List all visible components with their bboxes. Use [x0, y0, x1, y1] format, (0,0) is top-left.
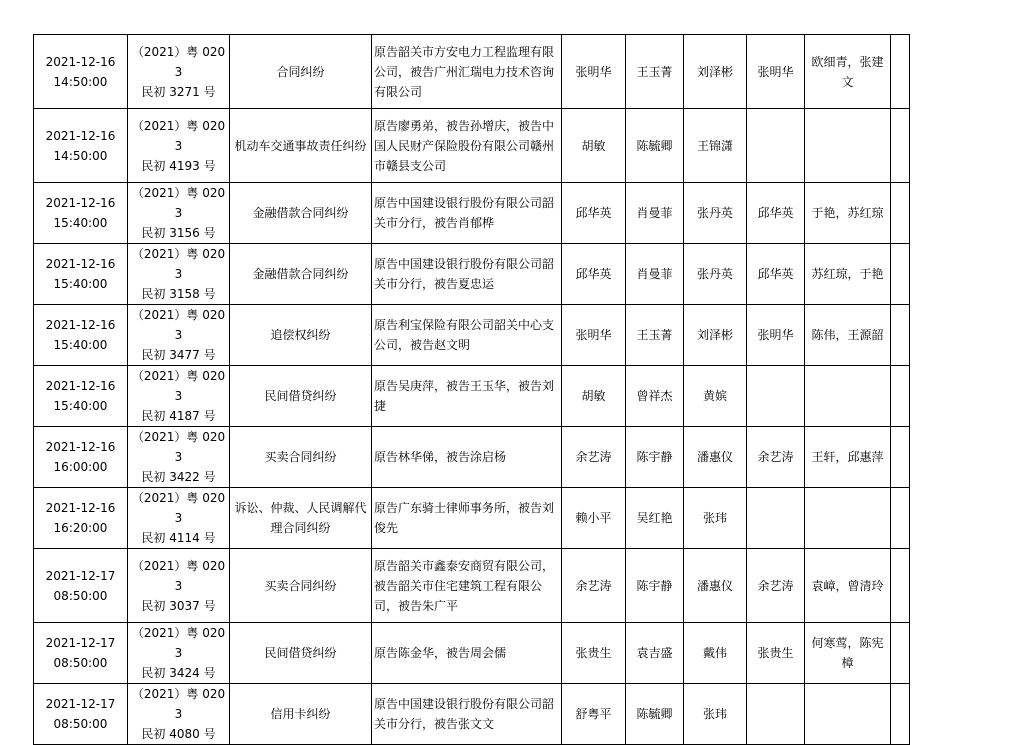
judge-cell: 余艺涛: [562, 549, 626, 623]
judge-cell: 邱华英: [562, 183, 626, 244]
assistant-cell: 王锦潇: [684, 109, 747, 183]
remark-cell: [891, 35, 910, 109]
parties-cell: 原告中国建设银行股份有限公司韶关市分行，被告张文文: [372, 684, 562, 745]
judge-cell: 张贵生: [562, 623, 626, 684]
judge-cell: 邱华英: [562, 244, 626, 305]
case-cause-cell: 诉讼、仲裁、人民调解代理合同纠纷: [230, 488, 372, 549]
case-cause-cell: 追偿权纠纷: [230, 305, 372, 366]
table-row: [34, 305, 910, 366]
case-number-cell: （2021）粤 0203 民初 4193 号: [128, 109, 230, 183]
case-cause-cell: 机动车交通事故责任纠纷: [230, 109, 372, 183]
judge-cell: 舒粤平: [562, 684, 626, 745]
assistant-cell: 黄嫔: [684, 366, 747, 427]
parties-cell: 原告陈金华，被告周会儒: [372, 623, 562, 684]
clerk-cell: 陈宇静: [626, 427, 684, 488]
parties-cell: 原告廖勇弟，被告孙增庆，被告中国人民财产保险股份有限公司赣州市赣县支公司: [372, 109, 562, 183]
juror-cell: 王轩，邱惠萍: [805, 427, 891, 488]
remark-cell: [891, 488, 910, 549]
hearing-time-cell: 2021-12-16 15:40:00: [34, 183, 128, 244]
table-row: [34, 427, 910, 488]
juror-cell: 袁嶂，曾清玲: [805, 549, 891, 623]
hearing-time-cell: 2021-12-17 08:50:00: [34, 549, 128, 623]
judge-cell: 余艺涛: [562, 427, 626, 488]
hearing-time-cell: 2021-12-16 15:40:00: [34, 366, 128, 427]
hearing-time-cell: 2021-12-17 08:50:00: [34, 684, 128, 745]
presiding-cell: 张贵生: [747, 623, 805, 684]
case-cause-cell: 金融借款合同纠纷: [230, 244, 372, 305]
hearing-time-cell: 2021-12-16 14:50:00: [34, 35, 128, 109]
assistant-cell: 潘惠仪: [684, 549, 747, 623]
schedule-body: [34, 35, 910, 745]
clerk-cell: 肖曼菲: [626, 244, 684, 305]
hearing-time-cell: 2021-12-16 15:40:00: [34, 244, 128, 305]
assistant-cell: 张玮: [684, 684, 747, 745]
hearing-time-cell: 2021-12-17 08:50:00: [34, 623, 128, 684]
judge-cell: 胡敏: [562, 366, 626, 427]
hearing-time-cell: 2021-12-16 16:00:00: [34, 427, 128, 488]
case-number-cell: （2021）粤 0203 民初 3037 号: [128, 549, 230, 623]
judge-cell: 张明华: [562, 305, 626, 366]
presiding-cell: [747, 488, 805, 549]
presiding-cell: 余艺涛: [747, 549, 805, 623]
parties-cell: 原告广东骑士律师事务所，被告刘俊先: [372, 488, 562, 549]
remark-cell: [891, 549, 910, 623]
remark-cell: [891, 427, 910, 488]
assistant-cell: 刘泽彬: [684, 35, 747, 109]
clerk-cell: 陈毓卿: [626, 109, 684, 183]
clerk-cell: 王玉菁: [626, 35, 684, 109]
case-cause-cell: 民间借贷纠纷: [230, 623, 372, 684]
remark-cell: [891, 305, 910, 366]
clerk-cell: 袁吉盛: [626, 623, 684, 684]
case-cause-cell: 买卖合同纠纷: [230, 427, 372, 488]
remark-cell: [891, 244, 910, 305]
juror-cell: [805, 684, 891, 745]
juror-cell: 何寒莺，陈宪樟: [805, 623, 891, 684]
presiding-cell: [747, 109, 805, 183]
presiding-cell: 余艺涛: [747, 427, 805, 488]
assistant-cell: 张丹英: [684, 244, 747, 305]
case-cause-cell: 信用卡纠纷: [230, 684, 372, 745]
table-row: [34, 183, 910, 244]
case-cause-cell: 民间借贷纠纷: [230, 366, 372, 427]
table-row: [34, 684, 910, 745]
presiding-cell: 张明华: [747, 305, 805, 366]
clerk-cell: 王玉菁: [626, 305, 684, 366]
juror-cell: 陈伟，王源韶: [805, 305, 891, 366]
assistant-cell: 刘泽彬: [684, 305, 747, 366]
hearing-time-cell: 2021-12-16 14:50:00: [34, 109, 128, 183]
juror-cell: [805, 366, 891, 427]
hearing-schedule-table: [33, 34, 910, 745]
judge-cell: 张明华: [562, 35, 626, 109]
parties-cell: 原告韶关市鑫泰安商贸有限公司，被告韶关市住宅建筑工程有限公司，被告朱广平: [372, 549, 562, 623]
case-cause-cell: 金融借款合同纠纷: [230, 183, 372, 244]
table-row: [34, 549, 910, 623]
clerk-cell: 陈毓卿: [626, 684, 684, 745]
clerk-cell: 陈宇静: [626, 549, 684, 623]
case-number-cell: （2021）粤 0203 民初 4114 号: [128, 488, 230, 549]
clerk-cell: 曾祥杰: [626, 366, 684, 427]
remark-cell: [891, 109, 910, 183]
remark-cell: [891, 183, 910, 244]
table-row: [34, 366, 910, 427]
parties-cell: 原告中国建设银行股份有限公司韶关市分行，被告夏忠运: [372, 244, 562, 305]
presiding-cell: 邱华英: [747, 244, 805, 305]
presiding-cell: [747, 684, 805, 745]
presiding-cell: 张明华: [747, 35, 805, 109]
clerk-cell: 肖曼菲: [626, 183, 684, 244]
table-row: [34, 109, 910, 183]
table-row: [34, 623, 910, 684]
parties-cell: 原告吴庚萍，被告王玉华，被告刘捷: [372, 366, 562, 427]
hearing-time-cell: 2021-12-16 16:20:00: [34, 488, 128, 549]
case-cause-cell: 买卖合同纠纷: [230, 549, 372, 623]
case-number-cell: （2021）粤 0203 民初 3158 号: [128, 244, 230, 305]
case-number-cell: （2021）粤 0203 民初 3422 号: [128, 427, 230, 488]
parties-cell: 原告中国建设银行股份有限公司韶关市分行，被告肖郁桦: [372, 183, 562, 244]
assistant-cell: 张玮: [684, 488, 747, 549]
juror-cell: 欧细青，张建文: [805, 35, 891, 109]
assistant-cell: 潘惠仪: [684, 427, 747, 488]
case-number-cell: （2021）粤 0203 民初 3477 号: [128, 305, 230, 366]
parties-cell: 原告韶关市方安电力工程监理有限公司，被告广州汇瑞电力技术咨询有限公司: [372, 35, 562, 109]
table-row: [34, 488, 910, 549]
presiding-cell: 邱华英: [747, 183, 805, 244]
presiding-cell: [747, 366, 805, 427]
judge-cell: 赖小平: [562, 488, 626, 549]
remark-cell: [891, 623, 910, 684]
parties-cell: 原告利宝保险有限公司韶关中心支公司，被告赵文明: [372, 305, 562, 366]
case-number-cell: （2021）粤 0203 民初 3156 号: [128, 183, 230, 244]
case-number-cell: （2021）粤 0203 民初 4080 号: [128, 684, 230, 745]
parties-cell: 原告林华俤，被告涂启杨: [372, 427, 562, 488]
hearing-time-cell: 2021-12-16 15:40:00: [34, 305, 128, 366]
remark-cell: [891, 684, 910, 745]
assistant-cell: 戴伟: [684, 623, 747, 684]
juror-cell: [805, 488, 891, 549]
table-row: [34, 35, 910, 109]
table-row: [34, 244, 910, 305]
case-number-cell: （2021）粤 0203 民初 3424 号: [128, 623, 230, 684]
assistant-cell: 张丹英: [684, 183, 747, 244]
case-number-cell: （2021）粤 0203 民初 3271 号: [128, 35, 230, 109]
remark-cell: [891, 366, 910, 427]
case-cause-cell: 合同纠纷: [230, 35, 372, 109]
juror-cell: 苏红琼，于艳: [805, 244, 891, 305]
judge-cell: 胡敏: [562, 109, 626, 183]
juror-cell: 于艳，苏红琼: [805, 183, 891, 244]
juror-cell: [805, 109, 891, 183]
case-number-cell: （2021）粤 0203 民初 4187 号: [128, 366, 230, 427]
clerk-cell: 吴红艳: [626, 488, 684, 549]
